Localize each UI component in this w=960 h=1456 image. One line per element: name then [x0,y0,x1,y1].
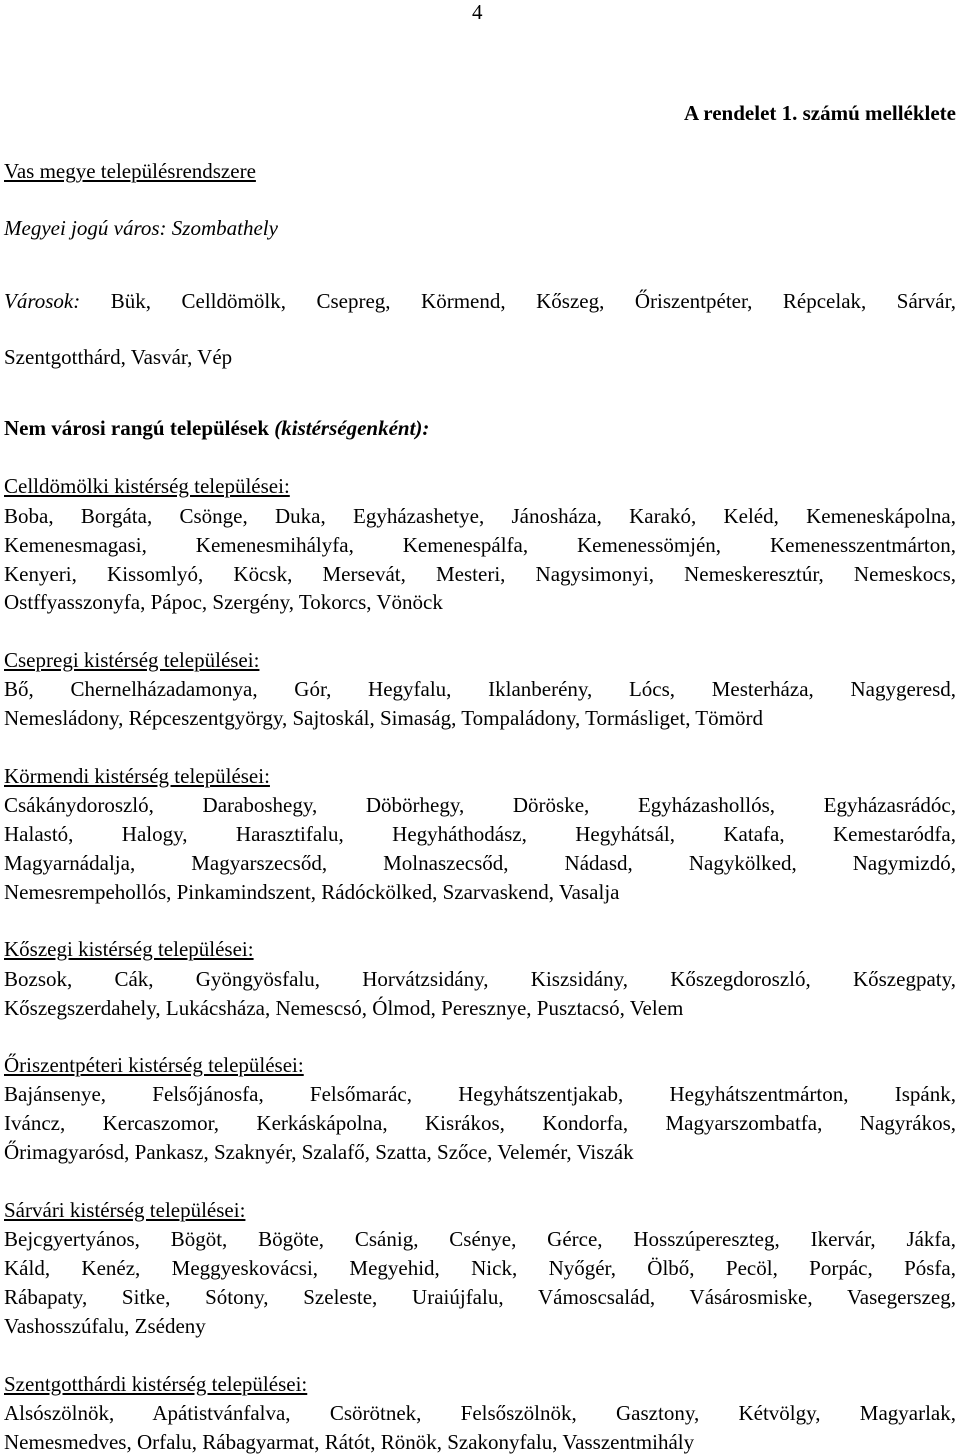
county-city-value: Szombathely [171,216,278,240]
section-line: Halastó, Halogy, Harasztifalu, Hegyháthodász, Hegyhátsál, Katafa, Kemestaródfa, [4,822,956,846]
page-number: 4 [472,0,483,24]
section-line: Őrimagyarósd, Pankasz, Szaknyér, Szalafő, Szatta, Szőce, Velemér, Viszák [4,1140,634,1164]
non-town-qualifier: (kistérségenként): [274,416,430,440]
section-line: Bajánsenye, Felsőjánosfa, Felsőmarác, Hegyhátszentjakab, Hegyhátszentmárton, Ispánk, [4,1082,956,1106]
section-line: Vashosszúfalu, Zsédeny [4,1314,206,1338]
section-title-kormend: Körmendi kistérség települései: [4,764,270,788]
section-title-celldomolk: Celldömölki kistérség települései: [4,474,290,498]
section-line: Iváncz, Kercaszomor, Kerkáskápolna, Kisrákos, Kondorfa, Magyarszombatfa, Nagyrákos, [4,1111,956,1135]
annex-title: A rendelet 1. számú melléklete [684,101,956,125]
section-line: Ostffyasszonyfa, Pápoc, Szergény, Tokorcs, Vönöck [4,590,443,614]
section-line: Nemesmedves, Orfalu, Rábagyarmat, Rátót, Rönök, Szakonyfalu, Vasszentmihály [4,1430,695,1454]
towns-row [4,289,956,313]
non-town-label: Nem városi rangú települések [4,416,270,440]
section-line: Alsószölnök, Apátistvánfalva, Csörötnek, Felsőszölnök, Gasztony, Kétvölgy, Magyarlak, [4,1401,956,1425]
section-line: Csákánydoroszló, Daraboshegy, Döbörhegy, Döröske, Egyházashollós, Egyházasrádóc, [4,793,956,817]
towns-list-line-2: Szentgotthárd, Vasvár, Vép [4,345,233,369]
document-heading: Vas megye településrendszere [4,159,256,183]
section-line: Kenyeri, Kissomlyó, Köcsk, Mersevát, Mesteri, Nagysimonyi, Nemeskeresztúr, Nemeskocs, [4,562,956,586]
section-title-sarvar: Sárvári kistérség települései: [4,1198,246,1222]
section-line: Nemesládony, Répceszentgyörgy, Sajtoskál, Simaság, Tompaládony, Tormásliget, Tömörd [4,706,763,730]
section-line: Boba, Borgáta, Csönge, Duka, Egyházashetye, Jánosháza, Karakó, Keléd, Kemeneskápolna, [4,504,956,528]
non-town-heading [4,416,956,440]
section-title-koszeg: Kőszegi kistérség települései: [4,937,254,961]
towns-label: Városok: [4,289,81,313]
section-line: Bő, Chernelházadamonya, Gór, Hegyfalu, Iklanberény, Lócs, Mesterháza, Nagygeresd, [4,677,956,701]
section-line: Káld, Kenéz, Meggyeskovácsi, Megyehid, Nick, Nyőgér, Ölbő, Pecöl, Porpác, Pósfa, [4,1256,956,1280]
section-line: Bejcgyertyános, Bögöt, Bögöte, Csánig, Csénye, Gérce, Hosszúpereszteg, Ikervár, Jákfa, [4,1227,956,1251]
section-line: Magyarnádalja, Magyarszecsőd, Molnaszecsőd, Nádasd, Nagykölked, Nagymizdó, [4,851,956,875]
section-line: Kőszegszerdahely, Lukácsháza, Nemescsó, Ólmod, Peresznye, Pusztacsó, Velem [4,996,684,1020]
section-title-csepreg: Csepregi kistérség települései: [4,648,260,672]
county-city-row [4,216,956,240]
section-line: Nemesrempehollós, Pinkamindszent, Rádóckölked, Szarvaskend, Vasalja [4,880,620,904]
towns-list-line-1: Bük, Celldömölk, Csepreg, Körmend, Kőszeg, Őriszentpéter, Répcelak, Sárvár, [110,289,957,313]
section-line: Kemenesmagasi, Kemenesmihályfa, Kemenespálfa, Kemenessömjén, Kemenesszentmárton, [4,533,956,557]
county-city-label: Megyei jogú város: [4,216,167,240]
section-line: Rábapaty, Sitke, Sótony, Szeleste, Uraiújfalu, Vámoscsalád, Vásárosmiske, Vasegerszeg, [4,1285,956,1309]
section-title-szentgotthard: Szentgotthárdi kistérség települései: [4,1372,308,1396]
section-line: Bozsok, Cák, Gyöngyösfalu, Horvátzsidány, Kiszsidány, Kőszegdoroszló, Kőszegpaty, [4,967,956,991]
section-title-oriszentpeter: Őriszentpéteri kistérség települései: [4,1053,304,1077]
